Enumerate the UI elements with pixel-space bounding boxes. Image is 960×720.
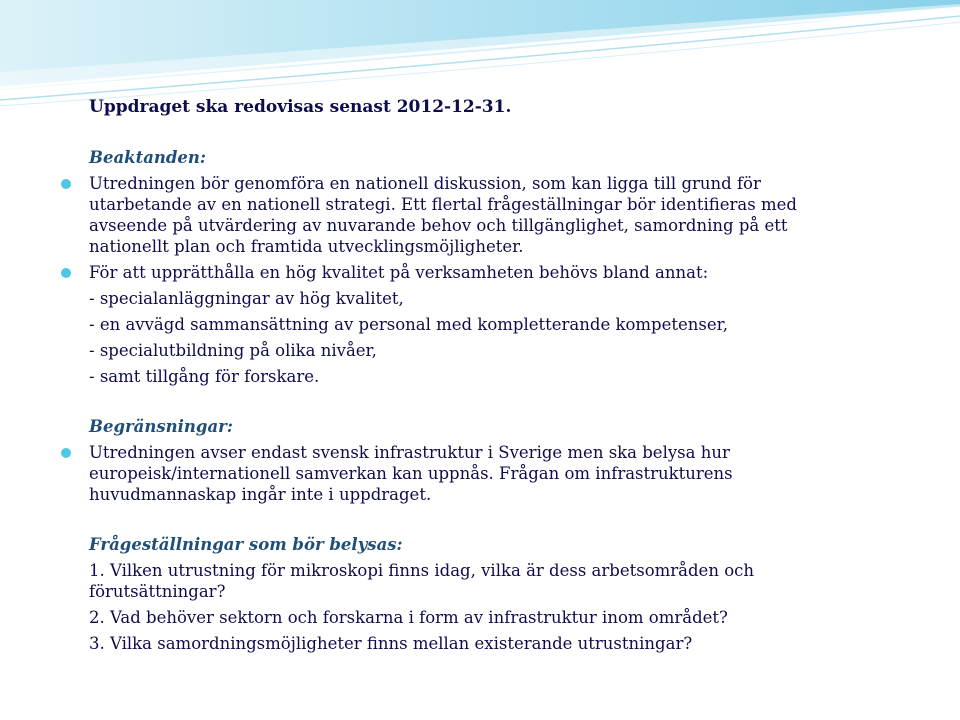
- questions-list: [89, 560, 912, 654]
- list-item: - specialutbildning på olika nivåer,: [89, 341, 377, 360]
- limitations-heading: Begränsningar:: [89, 417, 233, 436]
- text-line: Utredningen bör genomföra en nationell diskussion, som kan ligga till grund för: [89, 174, 761, 193]
- question-2: 2. Vad behöver sektorn och forskarna i form av infrastruktur inom området?: [89, 608, 728, 627]
- considerations-bullet-2: [62, 262, 912, 387]
- bullet-dot-icon: [61, 448, 71, 458]
- considerations-bullet-1: [62, 173, 912, 257]
- text-line: europeisk/internationell samverkan kan uppnås. Frågan om infrastrukturens: [89, 464, 733, 483]
- slide-content: [62, 97, 912, 654]
- limitations-bullet-1: [62, 442, 912, 505]
- bullet-dot-icon: [61, 179, 71, 189]
- list-item: - specialanläggningar av hög kvalitet,: [89, 289, 404, 308]
- list-item: - samt tillgång för forskare.: [89, 367, 320, 386]
- question-1-continued: förutsättningar?: [89, 582, 226, 601]
- header-swoosh-decoration: [0, 0, 960, 110]
- text-line: För att upprätthålla en hög kvalitet på verksamheten behövs bland annat:: [89, 263, 709, 282]
- text-line: avseende på utvärdering av nuvarande behov och tillgänglighet, samordning på ett: [89, 216, 788, 235]
- text-line: Utredningen avser endast svensk infrastruktur i Sverige men ska belysa hur: [89, 443, 730, 462]
- questions-heading: Frågeställningar som bör belysas:: [89, 535, 403, 554]
- deadline-statement: Uppdraget ska redovisas senast 2012-12-31.: [89, 97, 512, 117]
- question-1: 1. Vilken utrustning för mikroskopi finns idag, vilka är dess arbetsområden och: [89, 561, 754, 580]
- text-line: utarbetande av en nationell strategi. Ett flertal frågeställningar bör identifieras med: [89, 195, 797, 214]
- question-3: 3. Vilka samordningsmöjligheter finns mellan existerande utrustningar?: [89, 634, 693, 653]
- bullet-dot-icon: [61, 268, 71, 278]
- text-line: huvudmannaskap ingår inte i uppdraget.: [89, 485, 432, 504]
- list-item: - en avvägd sammansättning av personal med kompletterande kompetenser,: [89, 315, 728, 334]
- text-line: nationellt plan och framtida utvecklingsmöjligheter.: [89, 237, 524, 256]
- considerations-heading: Beaktanden:: [89, 148, 206, 167]
